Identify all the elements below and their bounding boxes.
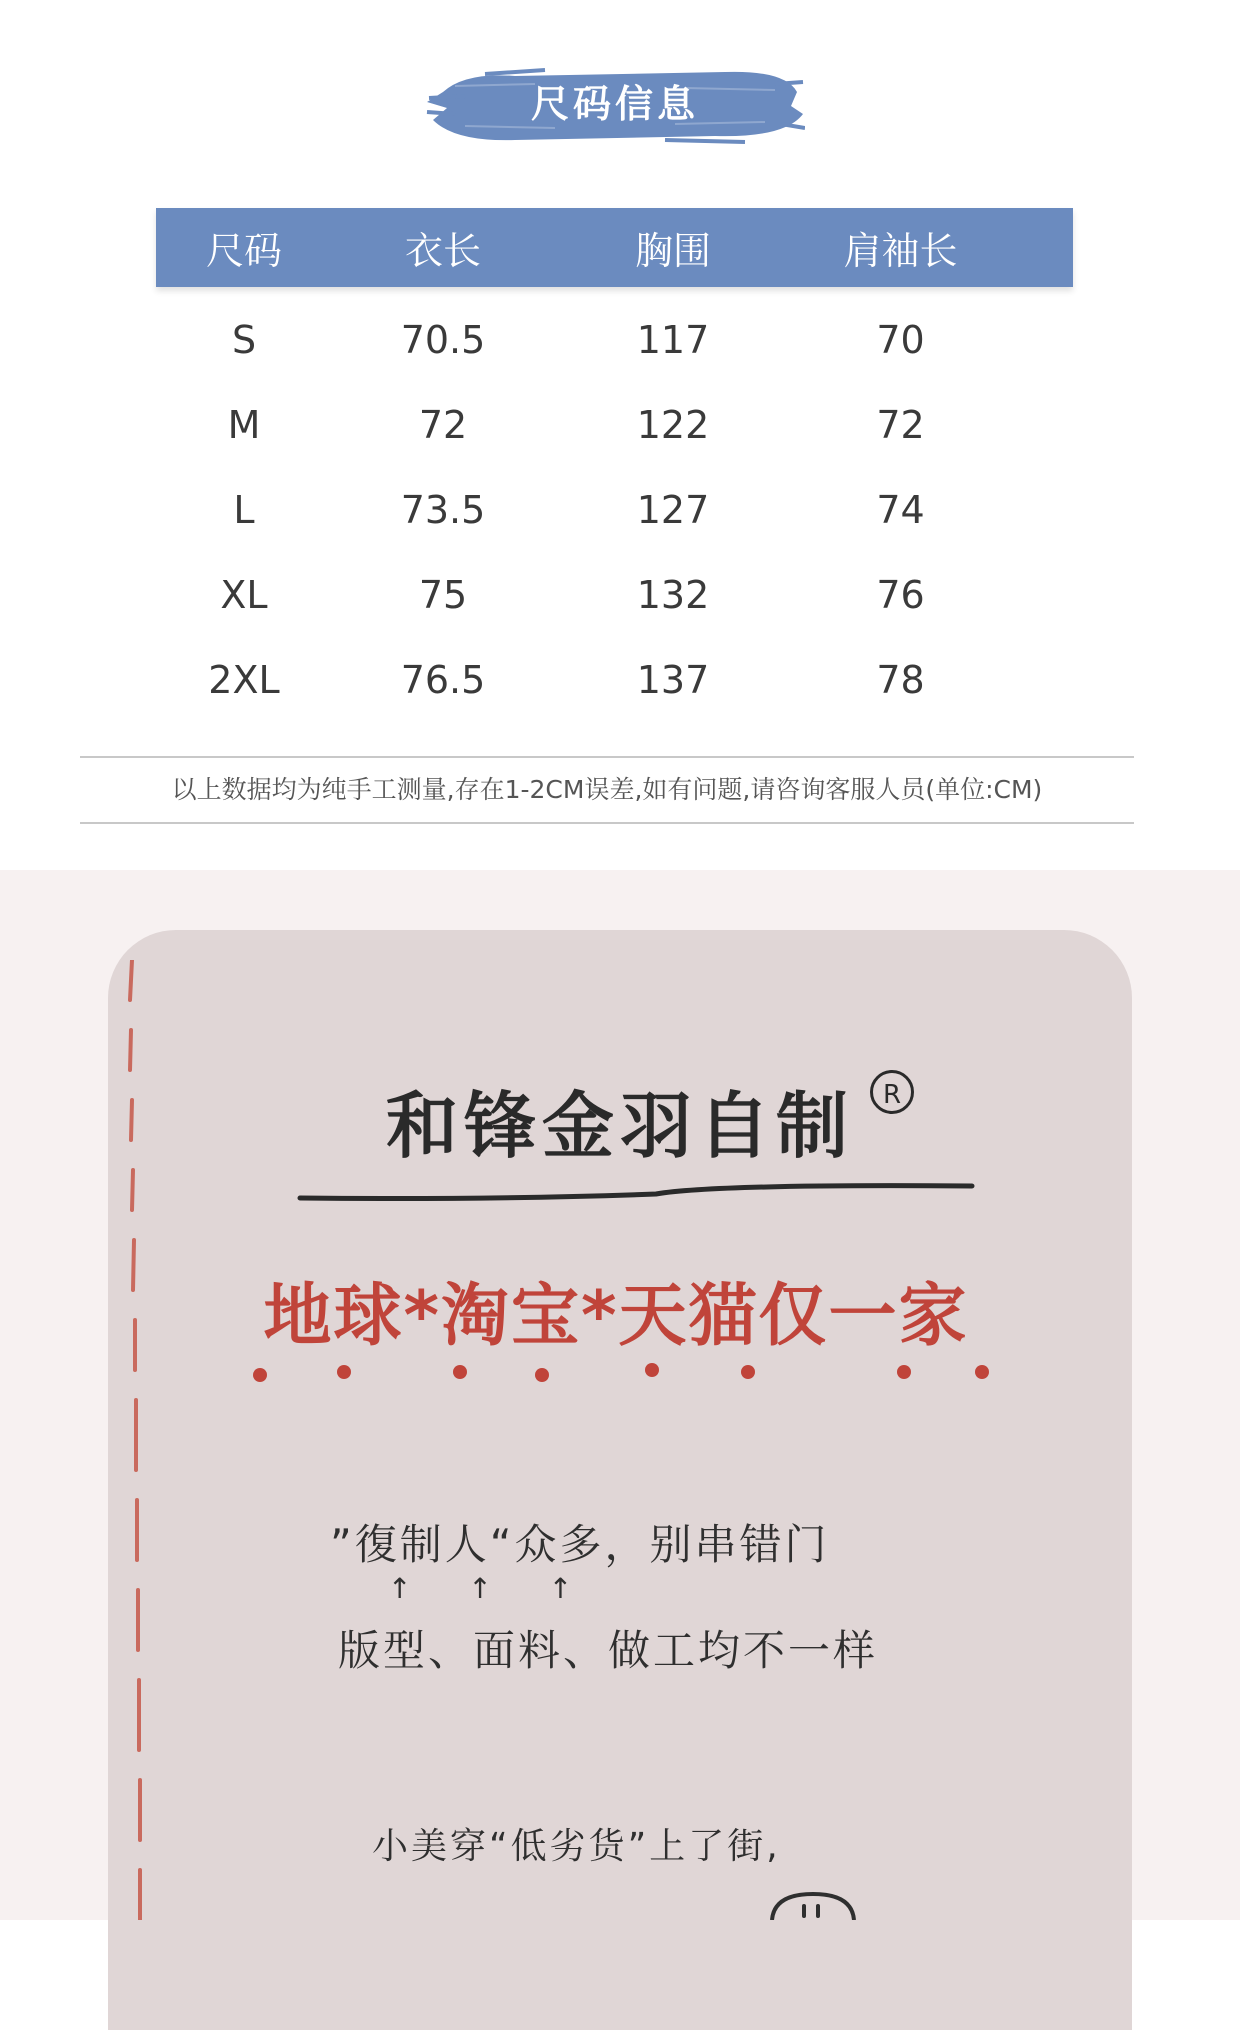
registered-mark: R: [870, 1070, 914, 1114]
table-body: [156, 297, 1073, 722]
cell-chest: 137: [636, 657, 710, 702]
header-chest: 胸围: [634, 229, 711, 273]
measurement-note-box: [80, 756, 1134, 824]
cell-length: 75: [418, 572, 468, 617]
table-row: [156, 297, 1073, 382]
size-table: [156, 208, 1073, 722]
cell-chest: 132: [636, 572, 710, 617]
cell-length: 70.5: [400, 317, 486, 362]
cell-chest: 117: [636, 317, 710, 362]
copy-warning-line: ”復制人“众多，别串错门: [330, 1520, 830, 1569]
cell-sleeve: 78: [876, 657, 925, 702]
size-info-title-banner: [425, 62, 805, 146]
section-title: 尺码信息: [530, 82, 699, 126]
cell-sleeve: 74: [876, 487, 925, 532]
cell-size: 2XL: [208, 657, 280, 702]
cell-length: 72: [418, 402, 468, 447]
cell-length: 73.5: [400, 487, 486, 532]
table-row: [156, 637, 1073, 722]
red-dashed-line: [122, 960, 142, 1920]
up-arrows: ↑ ↑ ↑: [388, 1572, 597, 1605]
size-info-section: [0, 0, 1240, 870]
brand-name: 和锋金羽自制: [385, 1084, 854, 1168]
header-length: 衣长: [404, 229, 481, 273]
cell-size: L: [233, 487, 255, 532]
cell-size: M: [227, 402, 261, 447]
doodle-face-icon: [768, 1892, 858, 1920]
emphasis-dots: [220, 1360, 1020, 1390]
measurement-note: 以上数据均为纯手工测量,存在1-2CM误差,如有问题,请咨询客服人员(单位:CM): [171, 775, 1043, 804]
cell-chest: 127: [636, 487, 710, 532]
table-header-row: [156, 208, 1073, 287]
cell-length: 76.5: [400, 657, 486, 702]
cell-sleeve: 70: [876, 317, 925, 362]
difference-line: 版型、面料、做工均不一样: [338, 1626, 879, 1675]
cell-sleeve: 72: [876, 402, 925, 447]
cell-size: XL: [220, 572, 268, 617]
header-size: 尺码: [205, 229, 282, 273]
table-row: [156, 382, 1073, 467]
cell-chest: 122: [636, 402, 710, 447]
table-row: [156, 552, 1073, 637]
cell-size: S: [231, 317, 257, 362]
inferior-goods-line: 小美穿“低劣货”上了街,: [372, 1826, 781, 1867]
slogan: 地球*淘宝*天猫仅一家: [263, 1277, 969, 1356]
brand-notice-section: [0, 870, 1240, 1920]
brand-underline: [296, 1178, 976, 1204]
table-row: [156, 467, 1073, 552]
header-sleeve: 肩袖长: [843, 229, 958, 273]
cell-sleeve: 76: [876, 572, 925, 617]
